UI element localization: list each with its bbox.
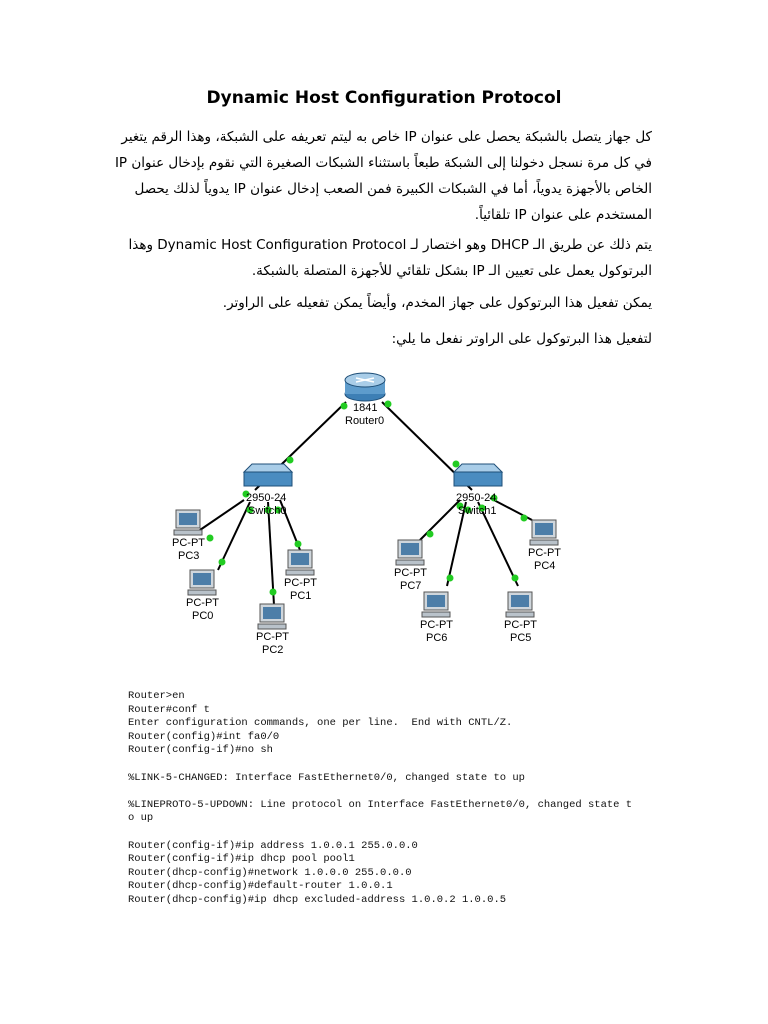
switch1-model-label: 2950-24	[456, 492, 497, 504]
router-icon	[345, 373, 385, 401]
pc-type-label: PC-PT	[256, 631, 289, 643]
cli-line: Router(config)#int fa0/0	[128, 730, 280, 743]
pc-name-label: PC5	[510, 632, 532, 644]
cli-line: Enter configuration commands, one per line. End with CNTL/Z.	[128, 717, 513, 730]
pc-icon	[188, 570, 216, 595]
arabic-text-block-2	[112, 232, 652, 284]
cli-line: Router(dhcp-config)#default-router 1.0.0.1	[128, 880, 393, 893]
switch-icon	[454, 464, 502, 486]
switch0-model-label: 2950-24	[246, 492, 287, 504]
pc-name-label: PC7	[400, 580, 422, 592]
pc-name-label: PC1	[290, 590, 312, 602]
pc-icon	[286, 550, 314, 575]
link-switch0-pc3	[200, 500, 244, 530]
cli-line: Router(config-if)#no sh	[128, 744, 273, 757]
pc-icon	[506, 592, 534, 617]
arabic-text-block-4	[112, 326, 652, 352]
pc-icon	[396, 540, 424, 565]
cli-line	[128, 826, 688, 840]
pc-name-label: PC3	[178, 550, 200, 562]
pc-icon	[258, 604, 286, 629]
link-switch1-pc7	[420, 500, 460, 540]
paragraph-intro: كل جهاز يتصل بالشبكة يحصل على عنوان IP خاص به ليتم تعريفه على الشبكة، وهذا الرقم يتغير في كل مرة نسجل دخولنا إلى الشبكة طبعاً باستثناء الشبكات الصغيرة التي نقوم بإدخال عنوان IP الخاص بالأجهزة يدوياً، أما في الشبكات الكبيرة فمن الصعب إدخال عنوان IP يدوياً لذلك يحصل المستخدم على عنوان IP تلقائياً.	[114, 129, 652, 223]
cli-line: Router(dhcp-config)#ip dhcp excluded-address 1.0.0.2 1.0.0.5	[128, 893, 507, 906]
pc-name-label: PC4	[534, 560, 556, 572]
pc-icon	[422, 592, 450, 617]
network-topology-diagram	[160, 360, 580, 670]
paragraph-dhcp: يتم ذلك عن طريق الـ DHCP وهو اختصار لـ Dynamic Host Configuration Protocol وهذا البرتوكول يعمل على تعيين الـ IP بشكل تلقائي للأجهزة المتصلة بالشبكة.	[128, 237, 652, 279]
router-name-label: Router0	[345, 415, 385, 427]
pc-type-label: PC-PT	[186, 597, 219, 609]
cli-output	[128, 690, 688, 908]
cli-line: Router>en	[128, 690, 185, 702]
cli-line: Router(config-if)#ip address 1.0.0.1 255.0.0.0	[128, 839, 418, 852]
cli-line: %LINEPROTO-5-UPDOWN: Line protocol on Interface FastEthernet0/0, changed state t	[128, 798, 633, 811]
pc-type-label: PC-PT	[394, 567, 427, 579]
pc-type-label: PC-PT	[284, 577, 317, 589]
switch-icon	[244, 464, 292, 486]
pc-icon	[174, 510, 202, 535]
router-model-label: 1841	[353, 402, 378, 414]
pc-type-label: PC-PT	[528, 547, 561, 559]
pc-type-label: PC-PT	[172, 537, 205, 549]
arabic-text-block-3	[112, 290, 652, 316]
cli-line: Router(config-if)#ip dhcp pool pool1	[128, 853, 355, 866]
cli-line: %LINK-5-CHANGED: Interface FastEthernet0/0, changed state to up	[128, 771, 525, 784]
page-title: Dynamic Host Configuration Protocol	[206, 88, 562, 108]
cli-line	[128, 785, 688, 799]
cli-line: Router#conf t	[128, 703, 210, 716]
cli-line: Router(dhcp-config)#network 1.0.0.0 255.0.0.0	[128, 866, 412, 879]
pc-type-label: PC-PT	[504, 619, 537, 631]
cli-line	[128, 758, 688, 772]
pc-icon	[530, 520, 558, 545]
paragraph-server: يمكن تفعيل هذا البرتوكول على جهاز المخدم، وأيضاً يمكن تفعيله على الراوتر.	[222, 295, 652, 311]
pc-name-label: PC2	[262, 644, 284, 656]
switch0-name-label: Switch0	[248, 505, 287, 517]
pc-name-label: PC6	[426, 632, 448, 644]
paragraph-steps: لتفعيل هذا البرتوكول على الراوتر نفعل ما يلي:	[391, 331, 652, 347]
pc-type-label: PC-PT	[420, 619, 453, 631]
arabic-text-block	[112, 124, 652, 228]
pc-name-label: PC0	[192, 610, 214, 622]
switch1-name-label: Switch1	[458, 505, 497, 517]
cli-line: o up	[128, 812, 154, 825]
